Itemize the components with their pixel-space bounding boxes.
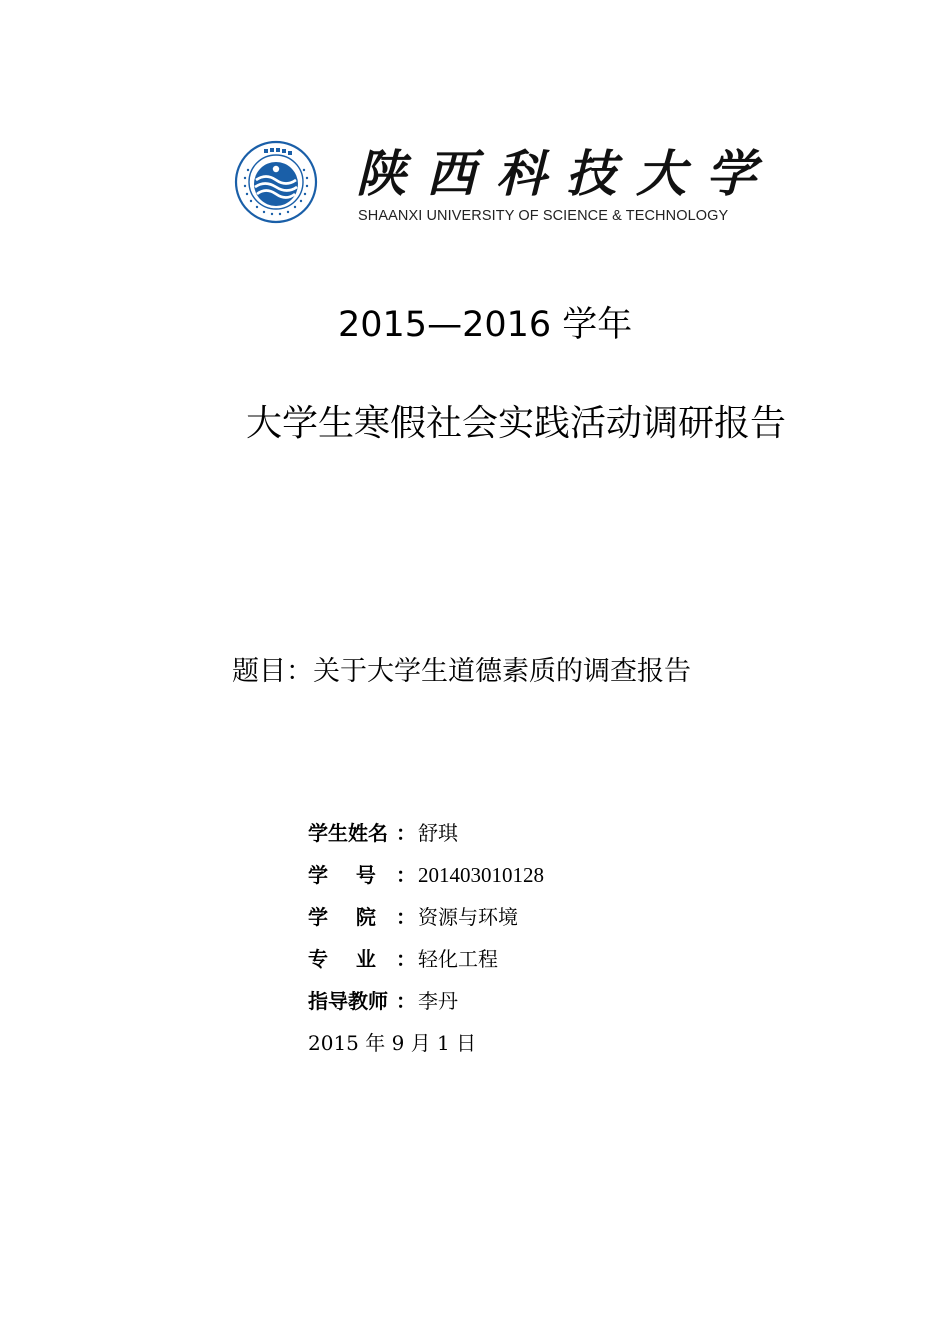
info-colon: ： <box>396 821 416 845</box>
info-row-student-name <box>308 818 728 860</box>
info-row-student-id <box>308 860 728 902</box>
info-row-advisor <box>308 986 728 1028</box>
university-seal-logo <box>234 140 318 224</box>
info-colon: ： <box>396 905 416 929</box>
academic-year-title: 2015—2016 学年 <box>338 305 633 345</box>
info-value: 轻化工程 <box>418 947 498 971</box>
report-date: 2015 年 9 月 1 日 <box>308 1031 477 1055</box>
info-colon: ： <box>396 947 416 971</box>
info-label: 指导教师 <box>308 989 388 1013</box>
report-title: 大学生寒假社会实践活动调研报告 <box>246 403 787 444</box>
info-label: 学生姓名 <box>308 821 388 845</box>
info-row-major <box>308 944 728 986</box>
report-topic: 题目：关于大学生道德素质的调查报告 <box>232 656 691 687</box>
info-value: 李丹 <box>418 989 458 1013</box>
info-label: 学 号 <box>308 863 376 887</box>
info-label: 学 院 <box>308 905 376 929</box>
university-name-chinese: 陕西科技大学 <box>356 144 776 203</box>
university-name-english: SHAANXI UNIVERSITY OF SCIENCE & TECHNOLOGY <box>358 208 729 224</box>
info-value: 舒琪 <box>418 821 458 845</box>
info-colon: ： <box>396 989 416 1013</box>
info-row-college <box>308 902 728 944</box>
info-value: 201403010128 <box>418 863 544 887</box>
student-info-block <box>308 818 728 1070</box>
info-value: 资源与环境 <box>418 905 518 929</box>
info-colon: ： <box>396 863 416 887</box>
university-header <box>234 140 776 230</box>
info-label: 专 业 <box>308 947 376 971</box>
